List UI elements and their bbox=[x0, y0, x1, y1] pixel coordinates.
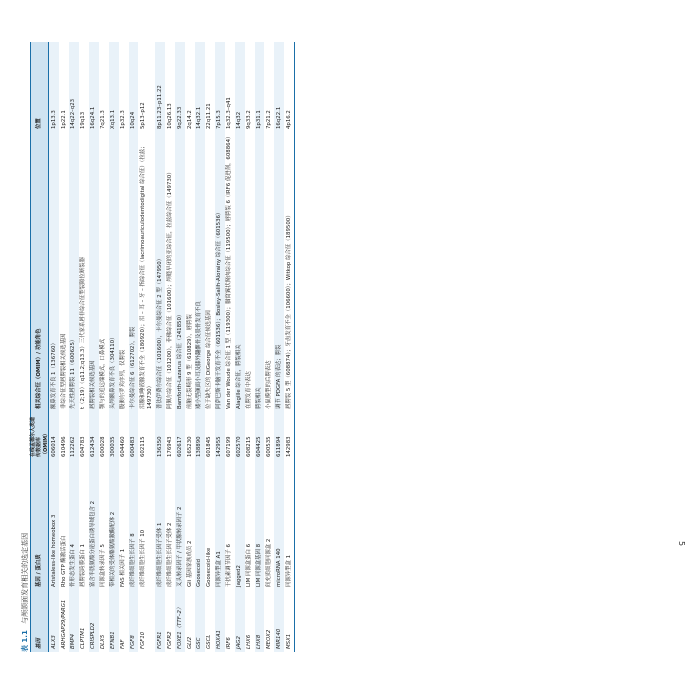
cell-omim: 142983 bbox=[285, 436, 292, 457]
table-row bbox=[155, 42, 165, 652]
table-row bbox=[284, 42, 294, 652]
cell-location: 9q22.33 bbox=[176, 106, 183, 129]
cell-gene: GSC bbox=[196, 637, 203, 649]
header-omim: 在线孟德尔人类遗传数据库（OMIM） bbox=[30, 416, 49, 457]
cell-omim: 612434 bbox=[90, 436, 97, 457]
cell-protein: Jagged2 bbox=[236, 565, 243, 587]
cell-protein: Aristaless-like homeobox 3 bbox=[50, 514, 57, 587]
cell-gene: DLX5 bbox=[100, 634, 107, 649]
cell-protein: 干扰素调节因子 6 bbox=[226, 544, 233, 587]
table-row bbox=[185, 42, 195, 652]
cell-gene: GSCL bbox=[206, 634, 213, 649]
cell-protein: 唇腭裂跨膜蛋白 1 bbox=[80, 544, 87, 587]
cell-omim: 138890 bbox=[196, 436, 203, 457]
cell-syndrome: 小鼠模型的后腭表达 bbox=[266, 360, 273, 409]
cell-gene: FGF10 bbox=[140, 631, 147, 649]
table-row bbox=[195, 42, 205, 652]
cell-syndrome: 矮小型颜面小耳及膝外翻髌骨及股骨发育不良 bbox=[196, 301, 203, 409]
cell-omim: 136350 bbox=[156, 436, 163, 457]
cell-protein: Gli 基因家族成员 2 bbox=[186, 540, 193, 587]
table-row bbox=[138, 42, 155, 652]
cell-omim: 602570 bbox=[236, 436, 243, 457]
cell-location: Xq13.1 bbox=[110, 109, 117, 129]
cell-gene: HOXA1 bbox=[216, 630, 223, 649]
cell-location: 16q24.1 bbox=[90, 106, 97, 129]
cell-syndrome: 在腭发育中表达 bbox=[246, 371, 253, 409]
cell-omim: 300035 bbox=[110, 436, 117, 457]
cell-omim: 112262 bbox=[70, 436, 77, 457]
cell-syndrome: 阿佩尔综合征（101200），菲佛综合征（101600）；颅缝早闭的亚综合征，拉兹综合征（149730） bbox=[166, 169, 173, 409]
cell-protein: 同源盒转录因子 5 bbox=[100, 544, 107, 587]
cell-location: 16q22.1 bbox=[275, 106, 282, 129]
cell-protein: 成纤维细胞生长因子受体 1 bbox=[156, 522, 163, 587]
table-row bbox=[129, 42, 139, 652]
cell-protein: 同源异型盒 1 bbox=[285, 554, 292, 587]
table-body bbox=[49, 42, 295, 652]
table-header bbox=[30, 42, 49, 652]
cell-gene: FAF bbox=[120, 639, 127, 649]
cell-location: 10q24 bbox=[130, 111, 137, 129]
cell-omim: 176943 bbox=[166, 436, 173, 457]
cell-protein: 间充质细胞同源盒 2 bbox=[266, 538, 273, 587]
cell-omim: 606014 bbox=[50, 436, 57, 457]
table-row bbox=[69, 42, 79, 652]
cell-protein: Goosecoid bbox=[196, 558, 203, 587]
table-row bbox=[245, 42, 255, 652]
cell-syndrome: 腭裂相关 bbox=[256, 387, 263, 409]
cell-gene: ARHGAP29/PARG1 bbox=[60, 599, 67, 649]
cell-syndrome: 先天性唇腭裂 11（600625） bbox=[70, 336, 77, 409]
cell-syndrome: 阿萨巴斯卡脑干发育不全（601536）；Bosley-Salih-Alorainy 综合征（601536） bbox=[216, 209, 223, 409]
cell-location: 5p13–p12 bbox=[140, 102, 147, 129]
table-row bbox=[89, 42, 99, 652]
table-row bbox=[274, 42, 284, 652]
cell-syndrome: t（2;19）（q11.2;q13.3）三代家系唇非综合征型裂隙位断裂器 bbox=[80, 257, 87, 409]
cell-syndrome: 颚与的近远端模式，口鼻模式 bbox=[100, 338, 107, 409]
cell-syndrome: 普法伊费尔综合征（101600），卡尔曼综合征 2 型（147950） bbox=[156, 255, 163, 409]
cell-omim: 601845 bbox=[206, 436, 213, 457]
table-row bbox=[99, 42, 109, 652]
gene-table bbox=[30, 42, 295, 652]
cell-omim: 165230 bbox=[186, 436, 193, 457]
header-location: 位置 bbox=[36, 118, 43, 129]
cell-syndrome: 唇腭裂 5 型（608874）；牙齿发育不全（106600）；Witkop 综合征（189500） bbox=[285, 212, 292, 409]
table-row bbox=[49, 42, 59, 652]
cell-protein: FAS 相关因子 1 bbox=[120, 548, 127, 587]
cell-location: 9q33.2 bbox=[246, 110, 253, 129]
cell-syndrome: 头颅额鼻发育不良（304110） bbox=[110, 334, 117, 409]
cell-protein: 成纤维细胞生长因子受体 2 bbox=[166, 522, 173, 587]
cell-location: 22q11.21 bbox=[206, 103, 213, 129]
cell-syndrome: Alagille 综合征，腭裂相关 bbox=[236, 344, 243, 409]
cell-gene: IRF6 bbox=[226, 637, 233, 649]
table-row bbox=[255, 42, 265, 652]
table-row bbox=[205, 42, 215, 652]
cell-gene: CRISPLD2 bbox=[90, 622, 97, 649]
cell-location: 14q22–q23 bbox=[70, 98, 77, 129]
cell-omim: 610496 bbox=[60, 436, 67, 457]
cell-location: 1p31.1 bbox=[256, 110, 263, 129]
table-row bbox=[119, 42, 129, 652]
table-row bbox=[109, 42, 119, 652]
page-number: 5 bbox=[677, 541, 686, 547]
cell-omim: 611894 bbox=[275, 436, 282, 457]
cell-gene: MIR140 bbox=[275, 628, 282, 649]
cell-syndrome: 额鼻发育不良 1（136760） bbox=[50, 340, 57, 409]
cell-gene: ALX3 bbox=[50, 635, 57, 649]
cell-gene: LHX8 bbox=[256, 634, 263, 649]
cell-location: 7p21.2 bbox=[266, 110, 273, 129]
caption-title: 与颅颌面发育相关的选定基因 bbox=[21, 532, 29, 624]
table-row bbox=[264, 42, 274, 652]
cell-location: 1q32.3–q41 bbox=[226, 97, 233, 129]
cell-location: 7q21.3 bbox=[100, 110, 107, 129]
cell-omim: 608215 bbox=[246, 436, 253, 457]
cell-gene: FOXE1（TTF–2） bbox=[176, 604, 183, 649]
cell-protein: 叉头转录因子 / 甲状腺转录因子 2 bbox=[176, 506, 183, 587]
table-row bbox=[225, 42, 235, 652]
cell-syndrome: 唇腭裂相关候选基因 bbox=[90, 360, 97, 409]
cell-gene: MSX1 bbox=[285, 633, 292, 649]
cell-protein: 成纤维细胞生长因子 8 bbox=[130, 533, 137, 587]
cell-omim: 604460 bbox=[120, 436, 127, 457]
table-row bbox=[175, 42, 185, 652]
cell-gene: EFNB1 bbox=[110, 631, 117, 649]
cell-protein: Goosecoid-like bbox=[206, 547, 213, 587]
cell-protein: 成纤维细胞生长因子 10 bbox=[140, 529, 147, 587]
cell-location: 1p32.3 bbox=[120, 110, 127, 129]
cell-syndrome: Van der Woude 综合征 1 型（119300）；腘窝翼状胬肉综合征（119500）；唇腭裂 6（IRF6 促进剂，608864） bbox=[226, 133, 233, 409]
cell-protein: 带相关的受体酪氨酸激酶配体 2 bbox=[110, 511, 117, 587]
cell-gene: MEOX2 bbox=[266, 629, 273, 649]
cell-omim: 604783 bbox=[80, 436, 87, 457]
cell-syndrome: 卡尔曼综合征 6（612702），腭裂 bbox=[130, 326, 137, 409]
cell-syndrome: 调节 PDGFA 的表达；腭裂 bbox=[275, 344, 282, 409]
cell-protein: 同源异型盒 A1 bbox=[216, 551, 223, 587]
cell-omim: 600028 bbox=[100, 436, 107, 457]
cell-location: 14q32.1 bbox=[196, 106, 203, 129]
cell-protein: Rho GTP 酶激活蛋白 bbox=[60, 535, 67, 587]
cell-location: 8p11.23–p11.22 bbox=[156, 85, 163, 129]
cell-location: 2q14.2 bbox=[186, 110, 193, 129]
cell-location: 4p16.2 bbox=[285, 110, 292, 129]
table-row bbox=[215, 42, 225, 652]
cell-gene: GLI2 bbox=[186, 636, 193, 649]
cell-omim: 604425 bbox=[256, 436, 263, 457]
cell-syndrome: 位于缺失区的 DiGeorge 综合征候选基因 bbox=[206, 310, 213, 409]
cell-omim: 602617 bbox=[176, 436, 183, 457]
cell-omim: 142955 bbox=[216, 436, 223, 457]
cell-location: 19q13 bbox=[80, 111, 87, 129]
cell-gene: FGFR2 bbox=[166, 631, 173, 649]
cell-protein: LIM 同源盒蛋白 6 bbox=[246, 543, 253, 587]
cell-gene: BMP4 bbox=[70, 633, 77, 649]
cell-location: 1p22.1 bbox=[60, 110, 67, 129]
table-caption bbox=[20, 533, 30, 652]
cell-syndrome: 腹侧尔罗宾序列，仅腭裂 bbox=[120, 349, 127, 409]
cell-location: 14q32 bbox=[236, 111, 243, 129]
cell-omim: 600535 bbox=[266, 436, 273, 457]
cell-gene: CLPTM1 bbox=[80, 627, 87, 649]
cell-gene: FGF8 bbox=[130, 635, 137, 649]
cell-protein: LIM 同源盒基因 8 bbox=[256, 543, 263, 587]
cell-gene: LHX6 bbox=[246, 634, 253, 649]
table-row bbox=[79, 42, 89, 652]
cell-omim: 607199 bbox=[226, 436, 233, 457]
cell-protein: 富含半胱氨酸分泌蛋白诱导域包含 2 bbox=[90, 500, 97, 587]
table-row bbox=[165, 42, 175, 652]
cell-syndrome: 非综合征型唇腭裂相关候选基因 bbox=[60, 333, 67, 409]
header-protein: 基因 / 蛋白质 bbox=[36, 554, 43, 587]
cell-syndrome: Bamforth-Lazarus 综合征（241850） bbox=[176, 311, 183, 409]
caption-number: 表 1.1 bbox=[21, 630, 29, 652]
cell-gene: JAG2 bbox=[236, 636, 243, 649]
cell-syndrome: 泪腺和唾液腺发育不全（180920）；泪 – 耳 – 牙 – 指综合征（lacrimoauriculodentodigital 综合征）（拉兹；149730） bbox=[140, 143, 153, 409]
cell-syndrome: 前脑无裂畸形 9 型（610829），唇腭裂 bbox=[186, 314, 193, 409]
header-syndrome: 相关综合征（OMIM）/ 功能角色 bbox=[36, 328, 43, 409]
cell-protein: microRNA 140 bbox=[275, 548, 282, 587]
table-row bbox=[235, 42, 245, 652]
cell-location: 10q26.13 bbox=[166, 103, 173, 129]
cell-gene: FGFR1 bbox=[156, 631, 163, 649]
table-row bbox=[59, 42, 69, 652]
cell-location: 7p15.3 bbox=[216, 110, 223, 129]
cell-omim: 600483 bbox=[130, 436, 137, 457]
cell-protein: 骨形态发生蛋白 4 bbox=[70, 544, 77, 587]
cell-omim: 602115 bbox=[140, 436, 147, 457]
cell-location: 1p13.3 bbox=[50, 110, 57, 129]
header-gene: 基因 bbox=[36, 638, 43, 649]
